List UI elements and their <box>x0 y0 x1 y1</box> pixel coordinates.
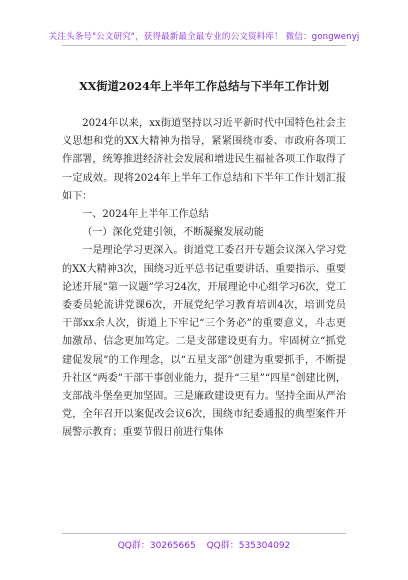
footer-divider <box>62 533 346 534</box>
footer-qq-group-1: QQ群：30265665 <box>117 541 196 551</box>
section-heading: 一、2024年上半年工作总结 <box>82 209 209 221</box>
header-divider <box>62 45 346 46</box>
intro-paragraph: 2024年以来，xx街道坚持以习近平新时代中国特色社会主义思想和党的XX大精神为指导，紧紧围绕市委、市政府各项工作部署，统筹推进经济社会发展和增进民生福祉各项工作取得了一定成效。现将2024年上半年工作总结和下半年工作计划汇报如下： <box>62 118 346 202</box>
document-title: XX街道2024年上半年工作总结与下半年工作计划 <box>79 79 329 93</box>
subsection-heading: （一）深化党建引领，不断凝聚发展动能 <box>82 227 264 239</box>
header-banner: 关注头条号"公文研究"，获得最新最全最专业的公文资料库！ 微信：gongwenyj <box>48 32 360 42</box>
footer <box>0 538 408 551</box>
body-paragraph: 一是理论学习更深入。街道党工委召开专题会议深入学习党的XX大精神3次，围绕习近平总书记重要讲话、重要指示、重要论述开展“第一议题”学习24次，开展理论中心组学习6次，党工委委员轮流讲党课6次，开展党纪学习教育培训4次，培训党员干部xx余人次，街道上下牢记“三个务必”的重要意义，斗志更加激昂、信念更加笃定。二是支部建设更有力。牢固树立“抓党建促发展”的工作理念，以“五星支部”创建为重要抓手，不断提升社区“两委”干部干事创业能力，提升“三星”“四星”创建比例，支部战斗堡垒更加坚固。三是廉政建设更有力。坚持全面从严治党，全年召开以案促改会议6次，围绕市纪委通报的典型案件开展警示教育；重要节假日前进行集体 <box>62 245 346 439</box>
footer-qq-group-2: QQ群：535304092 <box>206 541 291 551</box>
document-body <box>62 115 346 443</box>
